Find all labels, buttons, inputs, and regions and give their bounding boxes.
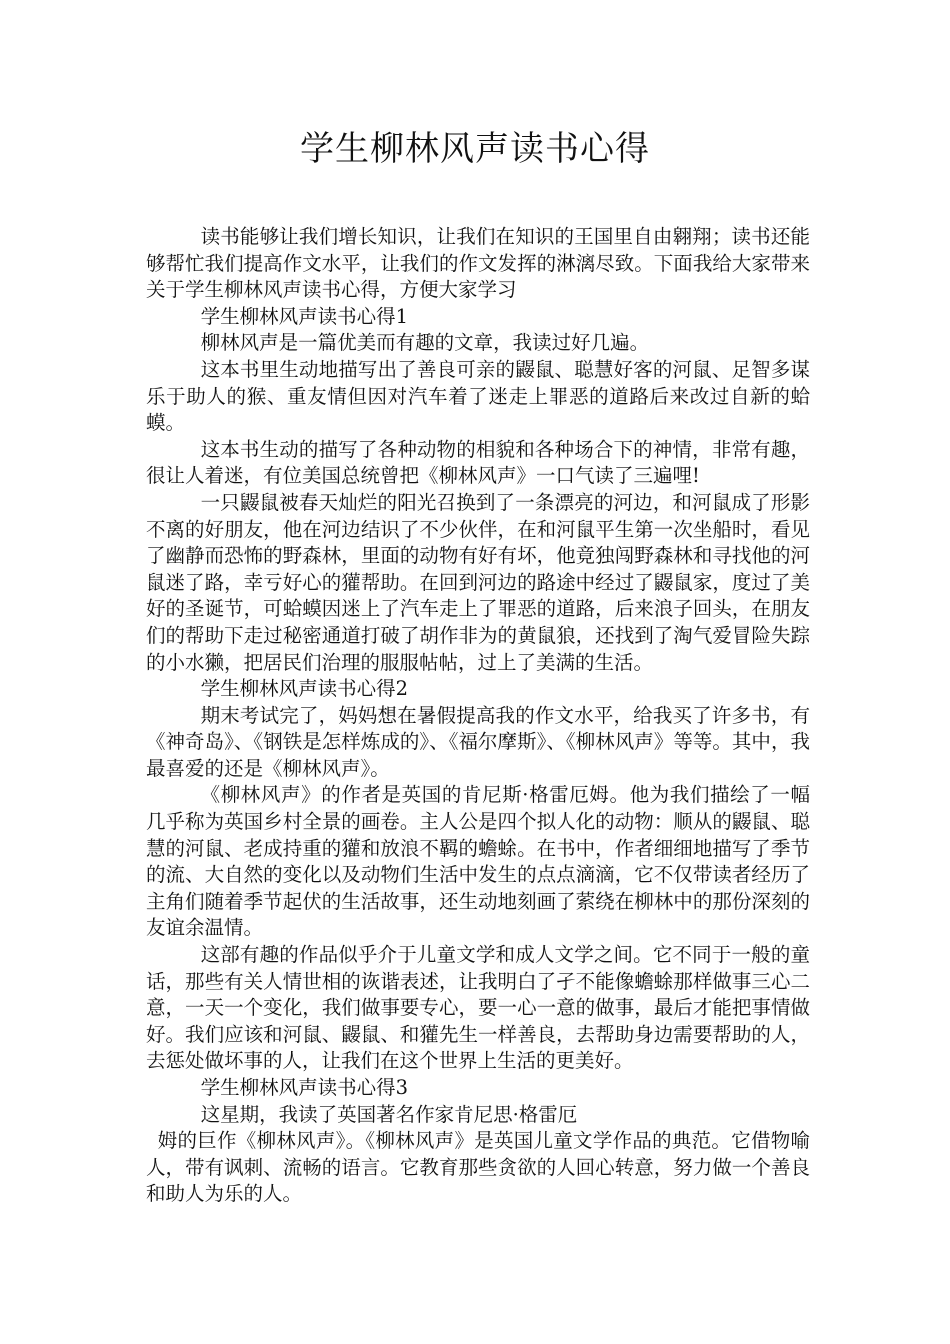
body-paragraph: 柳林风声是一篇优美而有趣的文章，我读过好几遍。 xyxy=(200,331,650,355)
section-heading-3: 学生柳林风声读书心得3 xyxy=(200,1076,409,1099)
body-paragraph: 这本书生动的描写了各种动物的相貌和各种场合下的神情，非常有趣，很让人着迷，有位美国总统曾把《柳林风声》一口气读了三遍哩! xyxy=(146,437,810,488)
body-paragraph: 这星期，我读了英国著名作家肯尼思·格雷厄 xyxy=(200,1102,578,1126)
body-paragraph: 这本书里生动地描写出了善良可亲的鼹鼠、聪慧好客的河鼠、足智多谋乐于助人的猴、重友情但因对汽车着了迷走上罪恶的道路后来改过自新的蛤蟆。 xyxy=(146,357,810,435)
body-paragraph: 《柳林风声》的作者是英国的肯尼斯·格雷厄姆。他为我们描绘了一幅几乎称为英国乡村全景的画卷。主人公是四个拟人化的动物：顺从的鼹鼠、聪慧的河鼠、老成持重的獾和放浪不羁的蟾蜍。在书中，作者细细地描写了季节的流、大自然的变化以及动物们生活中发生的点点滴滴，它不仅带读者经历了主角们随着季节起伏的生活故事，还生动地刻画了萦绕在柳林中的那份深刻的友谊余温情。 xyxy=(146,783,810,940)
body-paragraph: 期末考试完了，妈妈想在暑假提高我的作文水平，给我买了许多书，有《神奇岛》、《钢铁是怎样炼成的》、《福尔摩斯》、《柳林风声》等等。其中，我最喜爱的还是《柳林风声》。 xyxy=(146,703,810,780)
body-paragraph: 这部有趣的作品似乎介于儿童文学和成人文学之间。它不同于一般的童话，那些有关人情世相的诙谐表述，让我明白了孑不能像蟾蜍那样做事三心二意，一天一个变化，我们做事要专心，要一心一意的做事，最后才能把事情做好。我们应该和河鼠、鼹鼠、和獾先生一样善良，去帮助身边需要帮助的人，去惩处做坏事的人，让我们在这个世界上生活的更美好。 xyxy=(146,943,810,1073)
document-body xyxy=(146,224,810,1208)
section-heading-1: 学生柳林风声读书心得1 xyxy=(200,304,409,328)
body-paragraph: 一只鼹鼠被春天灿烂的阳光召换到了一条漂亮的河边，和河鼠成了形影不离的好朋友，他在河边结识了不少伙伴，在和河鼠平生第一次坐船时，看见了幽静而恐怖的野森林，里面的动物有好有坏，他竟独闯野森林和寻找他的河鼠迷了路，幸亏好心的獾帮助。在回到河边的路途中经过了鼹鼠家，度过了美好的圣诞节，可蛤蟆因迷上了汽车走上了罪恶的道路，后来浪子回头，在朋友们的帮助下走过秘密通道打破了胡作非为的黄鼠狼，还找到了淘气爱冒险失踪的小水獭，把居民们治理的服服帖帖，过上了美满的生活。 xyxy=(146,490,810,674)
body-paragraph: 姆的巨作《柳林风声》。《柳林风声》是英国儿童文学作品的典范。它借物喻人，带有讽刺、流畅的语言。它教育那些贪欲的人回心转意，努力做一个善良和助人为乐的人。 xyxy=(146,1129,810,1206)
document-title: 学生柳林风声读书心得 xyxy=(300,129,650,169)
section-heading-2: 学生柳林风声读书心得2 xyxy=(200,677,409,701)
intro-paragraph: 读书能够让我们增长知识，让我们在知识的王国里自由翱翔；读书还能够帮忙我们提高作文水平，让我们的作文发挥的淋漓尽致。下面我给大家带来关于学生柳林风声读书心得，方便大家学习 xyxy=(146,225,810,302)
